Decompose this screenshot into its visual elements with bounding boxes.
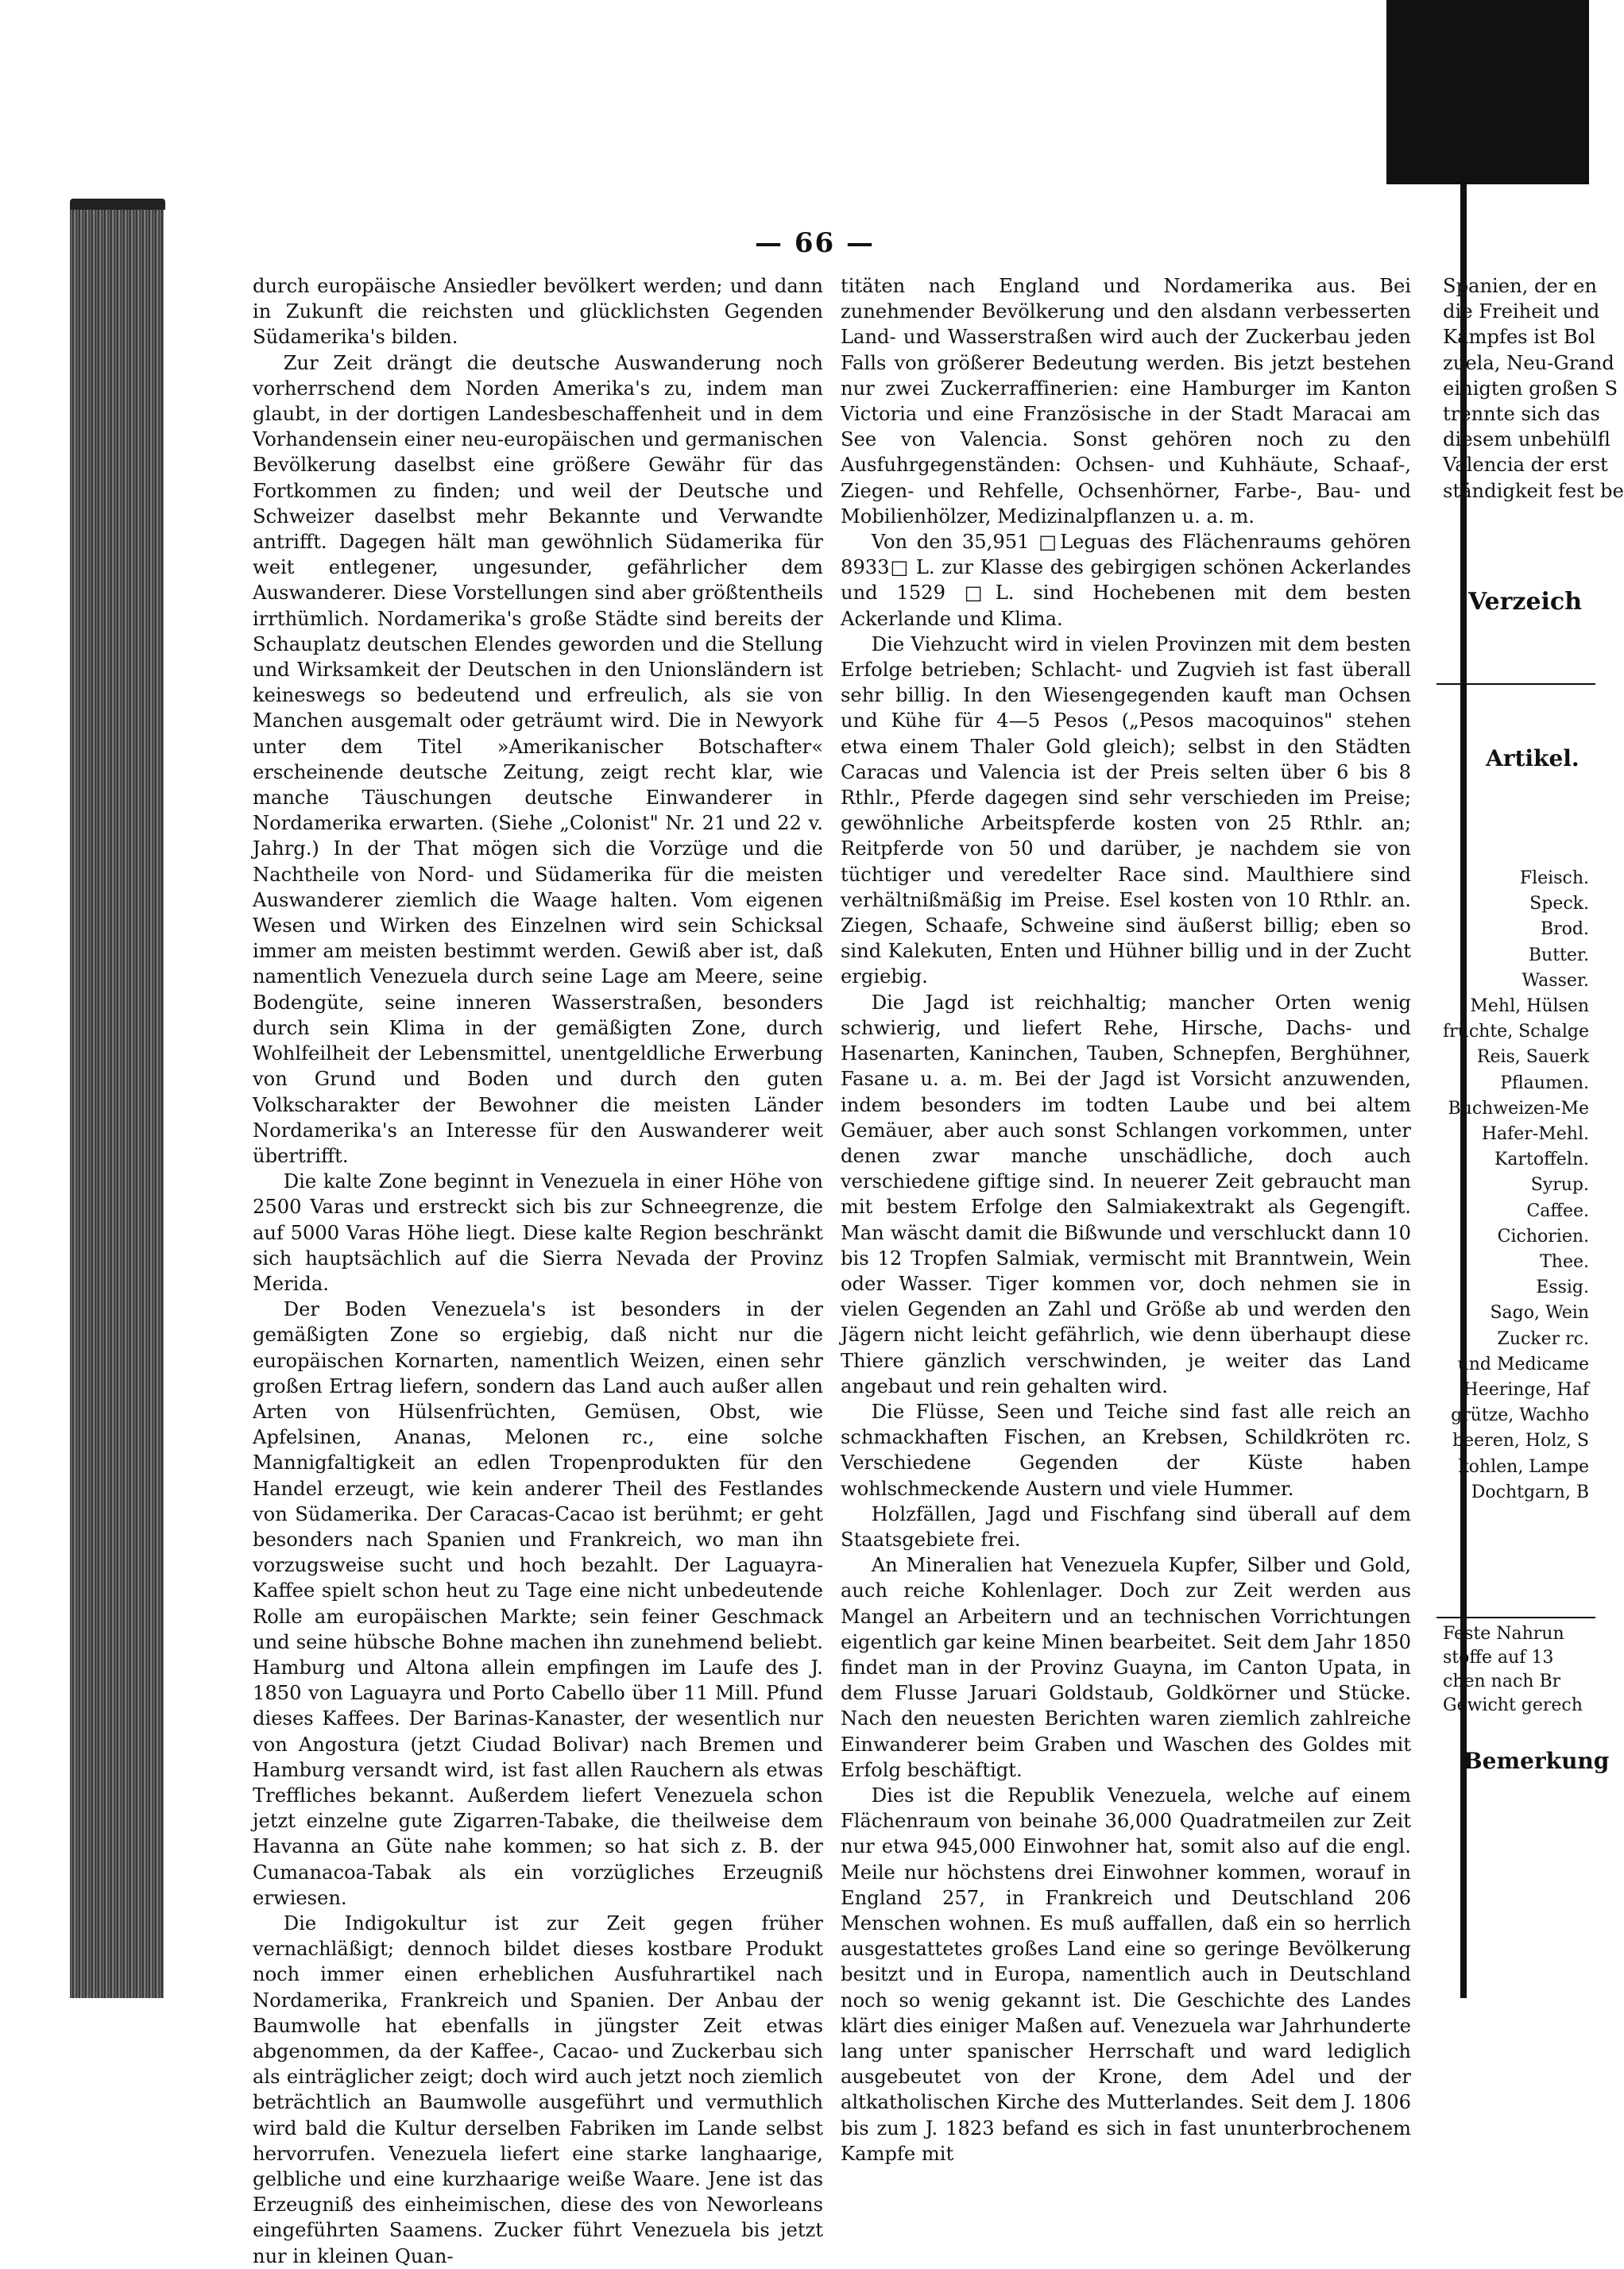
- list-item: Essig.: [1536, 1278, 1589, 1298]
- list-item: früchte, Schalge: [1443, 1022, 1589, 1042]
- right-column-top: [1443, 273, 1624, 504]
- list-item: Dochtgarn, B: [1471, 1482, 1589, 1502]
- notes-block: [1443, 1622, 1589, 1718]
- line: trennte sich das: [1443, 403, 1600, 426]
- paragraph: An Mineralien hat Venezuela Kupfer, Silber und Gold, auch reiche Kohlenlager. Doch zur Zeit werden aus Mangel an Arbeitern und an technischen Vorrichtungen eigentlich gar keine Minen bearbeitet. Seit dem Jahr 1850 findet man in der Provinz Guayna, im Canton Upata, in dem Flusse Jaruari Goldstaub, Goldkörner und Stücke. Nach den neuesten Berichten waren ziemlich zahlreiche Einwanderer beim Graben und Waschen des Goldes mit Erfolg beschäftigt.: [841, 1554, 1411, 1781]
- list-item: Pflaumen.: [1500, 1073, 1589, 1093]
- line: diesem unbehülfl: [1443, 428, 1610, 451]
- list-item: Syrup.: [1530, 1175, 1589, 1196]
- paragraph: Die Indigokultur ist zur Zeit gegen früher vernachläßigt; dennoch bildet dieses kostbare Produkt noch immer einen erheblichen Ausfuhrartikel nach Nordamerika, Frankreich und Spanien. Der Anbau der Baumwolle hat ebenfalls in jüngster Zeit etwas abgenommen, da der Kaffee-, Cacao- und Zuckerbau sich als einträglicher zeigt; doch wird auch jetzt noch ziemlich beträchtlich an Baumwolle ausgeführt und vermuthlich wird bald die Kultur derselben Fabriken im Lande selbst hervorrufen. Venezuela liefert eine starke langhaarige, gelbliche und eine kurzhaarige weiße Waare. Jene ist das Erzeugniß des einheimischen, diese des von Neworleans eingeführten Saamens. Zucker führt Venezuela bis jetzt nur in kleinen Quan-: [253, 1912, 823, 2267]
- page-number: — 66 —: [755, 227, 875, 259]
- paragraph: Dies ist die Republik Venezuela, welche auf einem Flächenraum von beinahe 36,000 Quadratmeilen zur Zeit nur etwa 945,000 Einwohner hat, somit also auf die engl. Meile nur höchstens drei Einwohner kommen, worauf in England 257, in Frankreich und Deutschland 206 Menschen wohnen. Es muß auffallen, daß ein so herrlich ausgestattetes großes Land eine so geringe Bevölkerung besitzt und in Europa, namentlich auch in Deutschland noch so wenig gekannt ist. Die Geschichte des Landes klärt dies einiger Maßen auf. Venezuela war Jahrhunderte lang unter spanischer Herrschaft und ward lediglich ausgebeutet von der Krone, dem Adel und der altkatholischen Kirche des Mutterlandes. Seit dem J. 1806 bis zum J. 1823 befand es sich in fast ununterbrochenem Kampfe mit: [841, 1784, 1411, 2165]
- list-item: Wasser.: [1522, 970, 1589, 991]
- paragraph: Die Viehzucht wird in vielen Provinzen mit dem besten Erfolge betrieben; Schlacht- und Zugvieh ist fast überall sehr billig. In den Wiesengegenden kauft man Ochsen und Kühe für 4—5 Pesos („Pesos macoquinos" stehen etwa einem Thaler Gold gleich); selbst in den Städten Caracas und Valencia ist der Preis selten über 6 bis 8 Rthlr., Pferde dagegen sind sehr verschieden im Preise; gewöhnliche Arbeitspferde kosten von 25 Rthlr. an; Reitpferde von 50 und darüber, je nachdem sie von tüchtiger und veredelter Race sind. Maulthiere sind verhältnißmäßig im Preise. Esel kosten von 10 Rthlr. an. Ziegen, Schaafe, Schweine sind äußerst billig; eben so sind Kalekuten, Enten und Hühner billig und in der Zucht ergiebig.: [841, 632, 1411, 988]
- line: Kampfes ist Bol: [1443, 326, 1595, 349]
- list-item: kohlen, Lampe: [1458, 1456, 1589, 1477]
- line: einigten großen S: [1443, 377, 1618, 400]
- line: Valencia der erst: [1443, 454, 1608, 477]
- list-item: Cichorien.: [1497, 1226, 1589, 1247]
- list-item: Kartoffeln.: [1494, 1150, 1589, 1170]
- book-page-edges: [70, 205, 164, 1998]
- paragraph: Der Boden Venezuela's ist besonders in der gemäßigten Zone so ergiebig, daß nicht nur die europäischen Kornarten, namentlich Weizen, einen sehr großen Ertrag liefern, sondern das Land auch außer allen Arten von Hülsenfrüchten, Gemüsen, Obst, wie Apfelsinen, Ananas, Melonen rc., eine solche Mannigfaltigkeit an edlen Tropenprodukten für den Handel erzeugt, wie kein anderer Theil des Festlandes von Südamerika. Der Caracas-Cacao ist berühmt; er geht besonders nach Spanien und Frankreich, wo man ihn vorzugsweise sucht und hoch bezahlt. Der Laguayra-Kaffee spielt schon heut zu Tage eine nicht unbedeutende Rolle am europäischen Markte; sein feiner Geschmack und seine hübsche Bohne machen ihn zunehmend beliebt. Hamburg und Altona allein empfingen im Laufe des J. 1850 von Laguayra und Porto Cabello über 11 Mill. Pfund dieses Kaffees. Der Barinas-Kanaster, der wesentlich nur von Angostura (jetzt Ciudad Bolivar) nach Bremen und Hamburg versandt wird, ist fast allen Rauchern als etwas Treffliches bekannt. Außerdem liefert Venezuela schon jetzt einzelne gute Zigarren-Tabake, die theilweise dem Havanna an Güte nahe kommen; so hat sich z. B. der Cumanacoa-Tabak als ein vorzügliches Erzeugniß erwiesen.: [253, 1298, 823, 1909]
- list-item: grütze, Wachho: [1451, 1405, 1589, 1426]
- list-item: Mehl, Hülsen: [1470, 996, 1589, 1017]
- paragraph: Die Flüsse, Seen und Teiche sind fast alle reich an schmackhaften Fischen, an Krebsen, Schildkröten rc. Verschiedene Gegenden der Küste haben wohlschmeckende Austern und viele Hummer.: [841, 1400, 1411, 1500]
- line: Spanien, der en: [1443, 275, 1597, 297]
- paragraph: Von den 35,951 □Leguas des Flächenraums gehören 8933□ L. zur Klasse des gebirgigen schönen Ackerlandes und 1529 □L. sind Hochebenen mit dem besten Ackerlande und Klima.: [841, 531, 1411, 630]
- line: chen nach Br: [1443, 1672, 1561, 1691]
- list-item: Buchweizen-Me: [1448, 1098, 1589, 1119]
- article-list: [1443, 866, 1589, 1506]
- list-item: Caffee.: [1526, 1200, 1589, 1221]
- list-item: Brod.: [1540, 919, 1589, 940]
- list-item: Heeringe, Haf: [1463, 1380, 1589, 1401]
- column-header-artikel: Artikel.: [1486, 745, 1580, 771]
- divider: [1436, 1617, 1595, 1618]
- line: die Freiheit und: [1443, 300, 1600, 323]
- list-item: beeren, Holz, S: [1452, 1431, 1589, 1451]
- middle-column: [841, 273, 1411, 2167]
- list-item: Hafer-Mehl.: [1481, 1124, 1589, 1145]
- line: Gewicht gerech: [1443, 1695, 1583, 1715]
- paragraph: Zur Zeit drängt die deutsche Auswanderung noch vorherrschend dem Norden Amerika's zu, indem man glaubt, in der dortigen Landesbeschaffenheit und in dem Vorhandensein einer neu-europäischen und germanischen Bevölkerung daselbst eine größere Gewähr für das Fortkommen zu finden; und weil der Deutsche und Schweizer daselbst mehr Bekannte und Verwandte antrifft. Dagegen hält man gewöhnlich Südamerika für weit entlegener, ungesunder, gefährlicher dem Auswanderer. Diese Vorstellungen sind aber größtentheils irrthümlich. Nordamerika's große Städte sind bereits der Schauplatz deutschen Elendes geworden und die Stellung und Wirksamkeit der Deutschen in den Unionsländern ist keineswegs so bedeutend und erfreulich, als sie von Manchen ausgemalt oder geträumt wird. Die in Newyork unter dem Titel »Amerikanischer Botschafter« erscheinende deutsche Zeitung, zeigt recht klar, wie manche Täuschungen deutsche Einwanderer in Nordamerika erwarten. (Siehe „Colonist" Nr. 21 und 22 v. Jahrg.) In der That mögen sich die Vorzüge und die Nachtheile von Nord- und Südamerika für die meisten Auswanderer ziemlich die Waage halten. Vom eigenen Wesen und Wirken des Einzelnen wird sein Schicksal immer am meisten bestimmt werden. Gewiß aber ist, daß namentlich Venezuela durch seine Lage am Meere, seine Bodengüte, seine inneren Wasserstraßen, besonders durch sein Klima in der gemäßigten Zone, durch Wohlfeilheit der Lebensmittel, unentgeldliche Erwerbung von Grund und Boden und durch den guten Volkscharakter der Bewohner die meisten Länder Nordamerika's an Interesse für den Auswanderer weit übertrifft.: [253, 351, 823, 1167]
- list-item: Zucker rc.: [1497, 1328, 1589, 1349]
- remarks-heading: Bemerkung: [1464, 1748, 1610, 1774]
- list-item: Speck.: [1529, 894, 1589, 914]
- left-column: [253, 273, 823, 2269]
- line: ständigkeit fest be: [1443, 479, 1624, 502]
- paragraph: Holzfällen, Jagd und Fischfang sind überall auf dem Staatsgebiete frei.: [841, 1502, 1411, 1551]
- paragraph: Die kalte Zone beginnt in Venezuela in einer Höhe von 2500 Varas und erstreckt sich bis zur Schneegrenze, die auf 5000 Varas Höhe liegt. Diese kalte Region beschränkt sich hauptsächlich auf die Sierra Nevada der Provinz Merida.: [253, 1170, 823, 1295]
- paragraph: titäten nach England und Nordamerika aus. Bei zunehmender Bevölkerung und den alsdann verbesserten Land- und Wasserstraßen wird auch der Zuckerbau jeden Falls von größerer Bedeutung werden. Bis jetzt bestehen nur zwei Zuckerraffinerien: eine Hamburger im Kanton Victoria und eine Französische in der Stadt Maracai am See von Valencia. Sonst gehören noch zu den Ausfuhrgegenständen: Ochsen- und Kuhhäute, Schaaf-, Ziegen- und Rehfelle, Ochsenhörner, Farbe-, Bau- und Mobilienhölzer, Medizinalpflanzen u. a. m.: [841, 275, 1411, 528]
- paragraph: durch europäische Ansiedler bevölkert werden; und dann in Zukunft die reichsten und glücklichsten Gegenden Südamerika's bilden.: [253, 275, 823, 349]
- line: Feste Nahrun: [1443, 1624, 1564, 1644]
- list-item: und Medicame: [1457, 1354, 1589, 1374]
- scan-border-top: [1386, 0, 1589, 184]
- list-item: Thee.: [1540, 1252, 1589, 1273]
- divider: [1436, 683, 1595, 685]
- list-item: Butter.: [1528, 945, 1589, 965]
- list-item: Sago, Wein: [1490, 1303, 1589, 1324]
- line: zuela, Neu-Grand: [1443, 351, 1614, 374]
- paragraph: Die Jagd ist reichhaltig; mancher Orten wenig schwierig, und liefert Rehe, Hirsche, Dachs- und Hasenarten, Kaninchen, Tauben, Schnepfen, Berghühner, Fasane u. a. m. Bei der Jagd ist Vorsicht anzuwenden, indem besonders im todten Laube und bei altem Gemäuer, aber auch sonst Schlangen vorkommen, unter denen zwar manche unschädliche, doch auch verschiedene giftige sind. In neuerer Zeit gebraucht man mit bestem Erfolge den Salmiakextrakt als Gegengift. Man wäscht damit die Bißwunde und verschluckt dann 10 bis 12 Tropfen Salmiak, vermischt mit Branntwein, Wein oder Wasser. Tiger kommen vor, doch nehmen sie in vielen Gegenden an Zahl und Größe ab und werden den Jägern nicht leicht gefährlich, wie denn überhaupt diese Thiere gänzlich verschwinden, je weiter das Land angebaut und rein gehalten wird.: [841, 991, 1411, 1397]
- book-edge-top: [70, 199, 165, 210]
- list-item: Fleisch.: [1519, 868, 1589, 888]
- line: stoffe auf 13: [1443, 1648, 1554, 1668]
- table-title: Verzeich: [1468, 588, 1583, 616]
- list-item: Reis, Sauerk: [1476, 1047, 1589, 1068]
